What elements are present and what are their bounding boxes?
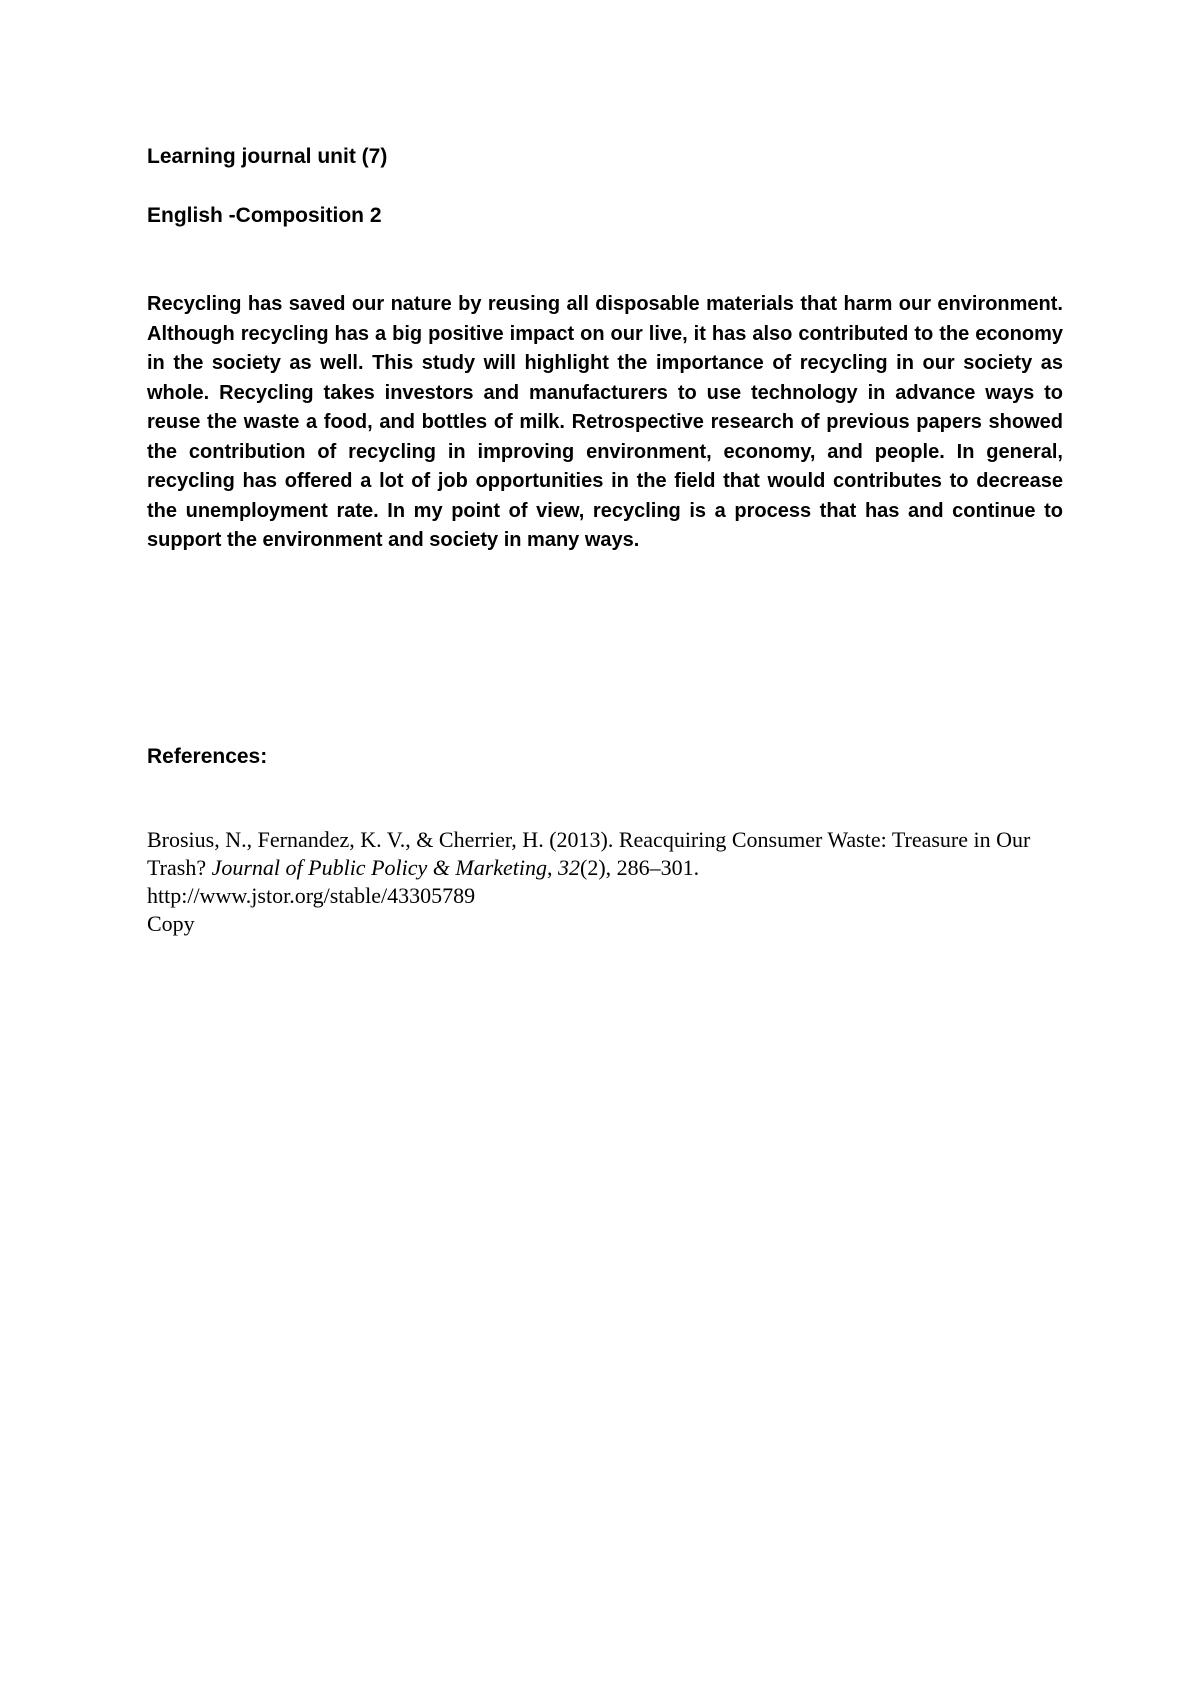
course-name: English -Composition 2 (147, 204, 382, 227)
reference-separator: , (547, 855, 559, 880)
body-paragraph: Recycling has saved our nature by reusing all disposable materials that harm our environment. Although recycling has a big positive impact on our live, it has also contributed to the economy in the society as well. This study will highlight the importance of recycling in our society as whole. Recycling takes investors and manufacturers to use technology in advance ways to reuse the waste a food, and bottles of milk. Retrospective research of previous papers showed the contribution of recycling in improving environment, economy, and people. In general, recycling has offered a lot of job opportunities in the field that would contributes to decrease the unemployment rate. In my point of view, recycling is a process that has and continue to support the environment and society in many ways. (147, 293, 1063, 551)
reference-entry (147, 826, 1063, 938)
copy-label[interactable]: Copy (147, 911, 195, 936)
document-content (147, 142, 1063, 556)
reference-journal: Journal of Public Policy & Marketing (211, 855, 548, 880)
reference-url[interactable]: http://www.jstor.org/stable/43305789 (147, 883, 476, 908)
reference-issue-pages: (2), 286–301. (580, 855, 700, 880)
references-heading: References: (147, 745, 268, 768)
reference-volume: 32 (558, 855, 581, 880)
document-title: Learning journal unit (7) (147, 145, 388, 168)
reference-citation: Brosius, N., Fernandez, K. V., & Cherrier, H. (2013). Reacquiring Consumer Waste: Treasure in Our Trash? (147, 827, 1031, 880)
